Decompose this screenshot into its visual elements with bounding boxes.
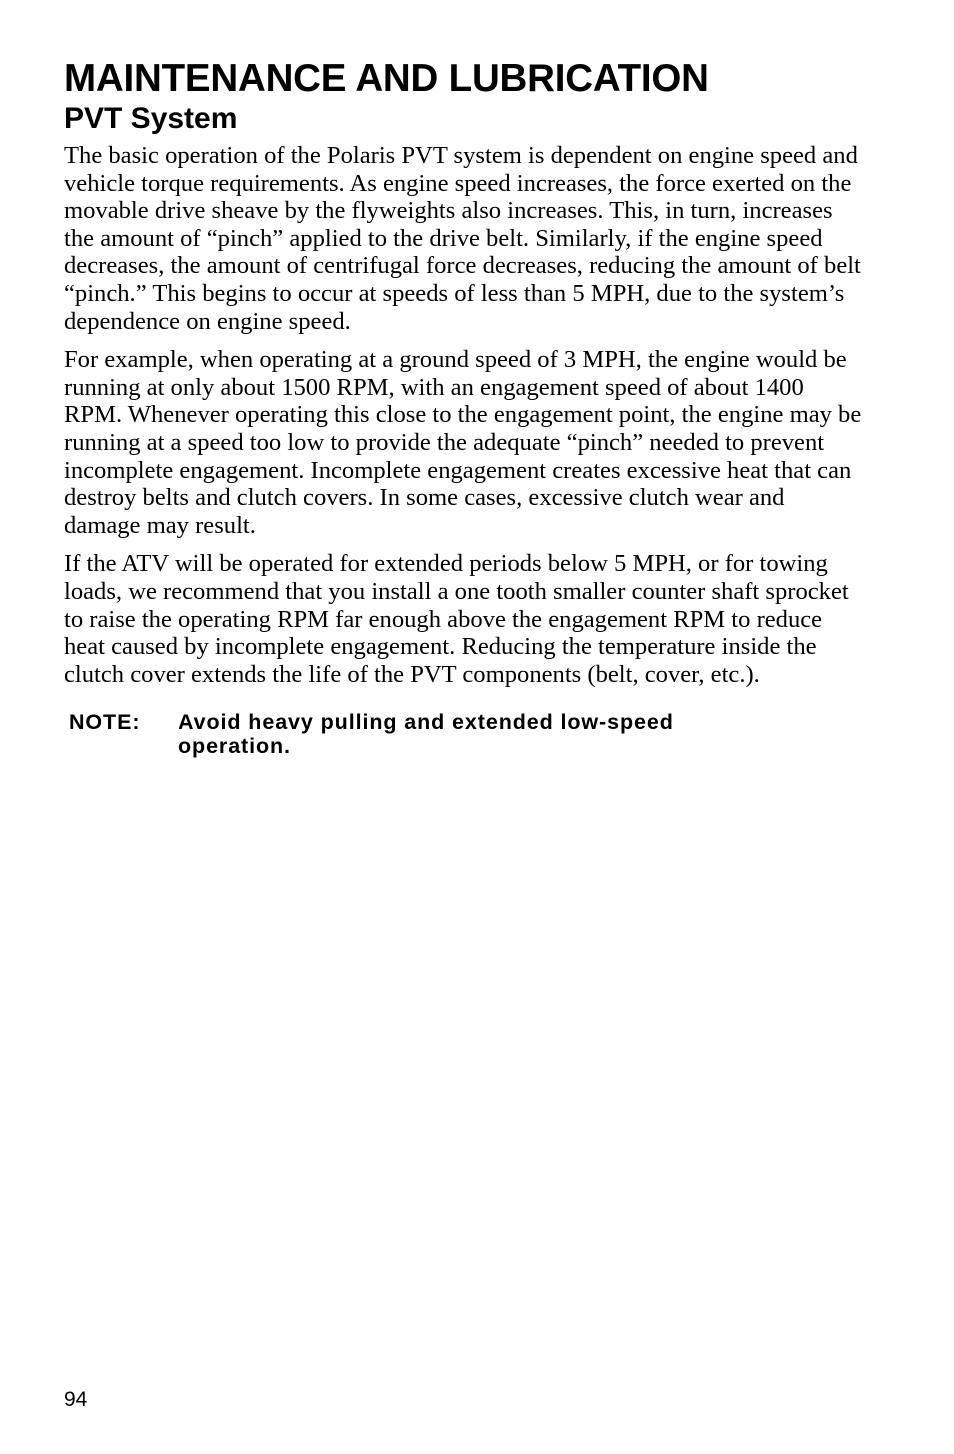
note-label: NOTE: bbox=[69, 710, 141, 735]
section-title: PVT System bbox=[64, 102, 238, 135]
body-paragraph: For example, when operating at a ground speed of 3 MPH, the engine would be running at only about 1500 RPM, with an engagement speed of about 1400 RPM. Whenever operating this close to the engagement point, the engine may be running at a speed too low to provide the adequate “pinch” needed to prevent incomplete engagement. Incomplete engagement creates excessive heat that can destroy belts and clutch covers. In some cases, excessive clutch wear and damage may result. bbox=[64, 346, 862, 539]
page-content bbox=[64, 56, 864, 758]
body-paragraph: The basic operation of the Polaris PVT system is dependent on engine speed and vehicle torque requirements. As engine speed increases, the force exerted on the movable drive sheave by the flyweights also increases. This, in turn, increases the amount of “pinch” applied to the drive belt. Similarly, if the engine speed decreases, the amount of centrifugal force decreases, reducing the amount of belt “pinch.” This begins to occur at speeds of less than 5 MPH, due to the system’s dependence on engine speed. bbox=[64, 142, 861, 335]
chapter-title: MAINTENANCE AND LUBRICATION bbox=[64, 57, 709, 100]
body-paragraph: If the ATV will be operated for extended periods below 5 MPH, or for towing loads, we recommend that you install a one tooth smaller counter shaft sprocket to raise the operating RPM far enough above the engagement RPM to reduce heat caused by incomplete engagement. Reducing the temperature inside the clutch cover extends the life of the PVT components (belt, cover, etc.). bbox=[64, 550, 849, 688]
note-block bbox=[64, 710, 864, 758]
note-text: Avoid heavy pulling and extended low-speed operation. bbox=[178, 710, 674, 759]
page-number: 94 bbox=[64, 1388, 88, 1411]
